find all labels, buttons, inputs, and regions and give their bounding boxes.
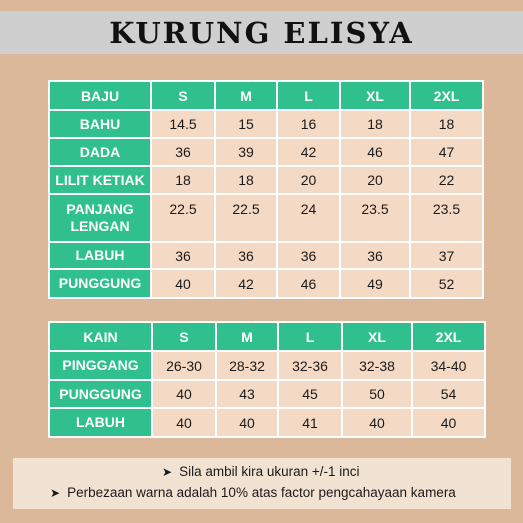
table-cell: 40 — [412, 408, 485, 437]
table-row — [49, 242, 483, 269]
notes-box — [13, 458, 511, 509]
table-cell: 18 — [340, 110, 410, 138]
table-cell: 20 — [277, 166, 340, 194]
table-cell: 36 — [151, 242, 215, 269]
table-row — [49, 380, 485, 408]
baju-header-label: BAJU — [49, 81, 151, 110]
row-label: DADA — [49, 138, 151, 166]
table-cell: 24 — [277, 194, 340, 242]
note-text: Perbezaan warna adalah 10% atas factor pengcahayaan kamera — [67, 485, 456, 500]
table-cell: 36 — [151, 138, 215, 166]
baju-size-table — [48, 80, 484, 299]
table-cell: 39 — [215, 138, 277, 166]
table-cell: 23.5 — [340, 194, 410, 242]
kain-header-l: L — [278, 322, 342, 351]
table-cell: 40 — [216, 408, 278, 437]
row-label: PUNGGUNG — [49, 269, 151, 298]
row-label: LABUH — [49, 242, 151, 269]
note-item — [50, 485, 456, 500]
baju-header-m: M — [215, 81, 277, 110]
kain-header-xl: XL — [342, 322, 412, 351]
table-cell: 40 — [152, 408, 216, 437]
table-cell: 54 — [412, 380, 485, 408]
baju-header-l: L — [277, 81, 340, 110]
table-cell: 22 — [410, 166, 483, 194]
table-cell: 40 — [342, 408, 412, 437]
table-cell: 37 — [410, 242, 483, 269]
table-cell: 16 — [277, 110, 340, 138]
kain-size-table — [48, 321, 486, 438]
table-cell: 49 — [340, 269, 410, 298]
kain-header-m: M — [216, 322, 278, 351]
table-cell: 40 — [151, 269, 215, 298]
table-cell: 32-36 — [278, 351, 342, 380]
table-cell: 32-38 — [342, 351, 412, 380]
table-row — [49, 408, 485, 437]
table-cell: 18 — [215, 166, 277, 194]
table-cell: 46 — [277, 269, 340, 298]
table-cell: 42 — [215, 269, 277, 298]
title-band — [0, 11, 523, 54]
table-cell: 46 — [340, 138, 410, 166]
table-cell: 34-40 — [412, 351, 485, 380]
table-cell: 18 — [151, 166, 215, 194]
row-label: LILIT KETIAK — [49, 166, 151, 194]
table-row — [49, 269, 483, 298]
row-label: PANJANG LENGAN — [49, 194, 151, 242]
kain-header-row — [49, 322, 485, 351]
baju-header-xl: XL — [340, 81, 410, 110]
table-cell: 50 — [342, 380, 412, 408]
baju-header-row — [49, 81, 483, 110]
table-cell: 14.5 — [151, 110, 215, 138]
table-cell: 23.5 — [410, 194, 483, 242]
table-cell: 45 — [278, 380, 342, 408]
arrow-bullet-icon: ➤ — [50, 486, 61, 500]
table-row — [49, 351, 485, 380]
table-row — [49, 194, 483, 242]
table-cell: 28-32 — [216, 351, 278, 380]
kain-header-2xl: 2XL — [412, 322, 485, 351]
row-label: BAHU — [49, 110, 151, 138]
table-cell: 52 — [410, 269, 483, 298]
table-cell: 26-30 — [152, 351, 216, 380]
table-cell: 22.5 — [215, 194, 277, 242]
row-label: PUNGGUNG — [49, 380, 152, 408]
page-title: KURUNG ELISYA — [109, 15, 414, 50]
kain-header-label: KAIN — [49, 322, 152, 351]
arrow-bullet-icon: ➤ — [162, 465, 173, 479]
table-cell: 15 — [215, 110, 277, 138]
table-cell: 36 — [215, 242, 277, 269]
note-item — [162, 464, 360, 479]
table-cell: 36 — [340, 242, 410, 269]
table-cell: 40 — [152, 380, 216, 408]
table-cell: 22.5 — [151, 194, 215, 242]
kain-header-s: S — [152, 322, 216, 351]
table-cell: 43 — [216, 380, 278, 408]
table-cell: 20 — [340, 166, 410, 194]
table-cell: 41 — [278, 408, 342, 437]
row-label: LABUH — [49, 408, 152, 437]
table-row — [49, 110, 483, 138]
table-cell: 47 — [410, 138, 483, 166]
baju-header-s: S — [151, 81, 215, 110]
table-row — [49, 138, 483, 166]
table-cell: 36 — [277, 242, 340, 269]
baju-header-2xl: 2XL — [410, 81, 483, 110]
row-label: PINGGANG — [49, 351, 152, 380]
table-row — [49, 166, 483, 194]
table-cell: 42 — [277, 138, 340, 166]
note-text: Sila ambil kira ukuran +/-1 inci — [179, 464, 360, 479]
table-cell: 18 — [410, 110, 483, 138]
